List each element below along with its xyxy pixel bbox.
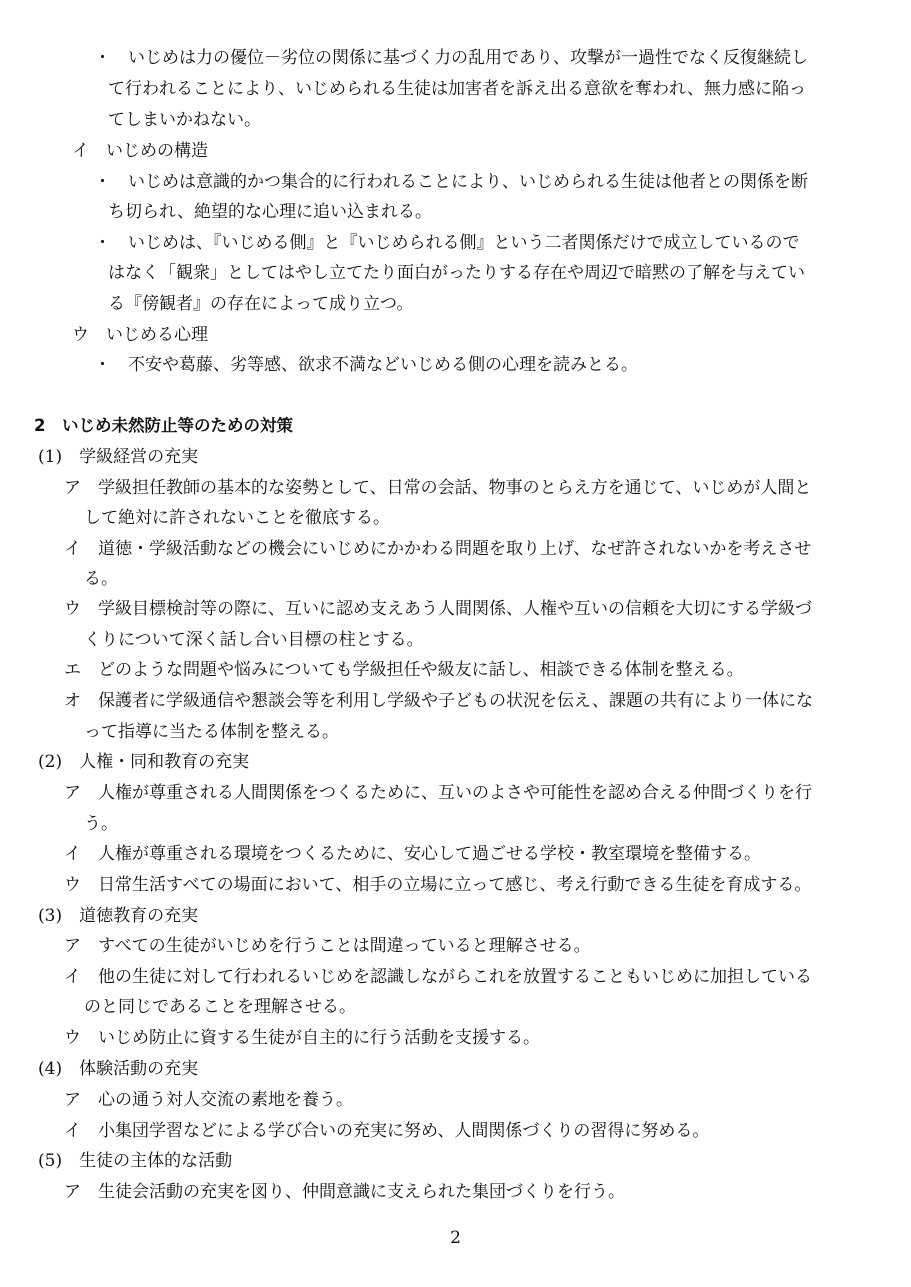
bullet-line: ・ いじめは意識的かつ集合的に行われることにより、いじめられる生徒は他者との関係を断	[94, 172, 808, 192]
item-line: イ 他の生徒に対して行われるいじめを認識しながらこれを放置することもいじめに加担している	[64, 967, 812, 987]
subsection-heading: (4) 体験活動の充実	[38, 1059, 199, 1079]
text-line: る。	[84, 569, 118, 589]
item-line: イ 人権が尊重される環境をつくるために、安心して過ごせる学校・教室環境を整備する。	[64, 844, 761, 864]
text-line: ち切られ、絶望的な心理に追い込まれる。	[108, 202, 433, 222]
text-line: くりについて深く話し合い目標の柱とする。	[84, 630, 424, 650]
item-line: オ 保護者に学級通信や懇談会等を利用し学級や子どもの状況を伝え、課題の共有により一体にな	[64, 691, 814, 711]
subsection-heading: (1) 学級経営の充実	[38, 447, 199, 467]
bullet-line: ・ いじめは、『いじめる側』と『いじめられる側』という二者関係だけで成立しているので	[94, 233, 800, 253]
text-line: のと同じであることを理解させる。	[84, 997, 356, 1017]
text-line: て行われることにより、いじめられる生徒は加害者を訴え出る意欲を奪われ、無力感に陥っ	[108, 79, 807, 99]
text-line: る『傍観者』の存在によって成り立つ。	[108, 294, 414, 314]
item-line: ア 人権が尊重される人間関係をつくるために、互いのよさや可能性を認め合える仲間づくりを行	[64, 783, 812, 803]
item-line: ア すべての生徒がいじめを行うことは間違っていると理解させる。	[64, 936, 591, 956]
item-line: ウ いじめ防止に資する生徒が自主的に行う活動を支援する。	[64, 1028, 540, 1048]
item-line: ア 学級担任教師の基本的な姿勢として、日常の会話、物事のとらえ方を通じて、いじめが人間と	[64, 478, 812, 498]
section-heading: 2 いじめ未然防止等のための対策	[34, 416, 293, 435]
subheading-line: イ いじめの構造	[72, 141, 208, 161]
text-line: う。	[84, 814, 118, 834]
text-line: って指導に当たる体制を整える。	[84, 722, 339, 742]
item-line: エ どのような問題や悩みについても学級担任や級友に話し、相談できる体制を整える。	[64, 660, 744, 680]
item-line: ウ 日常生活すべての場面において、相手の立場に立って感じ、考え行動できる生徒を育成する。	[64, 875, 812, 895]
subheading-line: ウ いじめる心理	[72, 325, 208, 345]
bullet-line: ・ いじめは力の優位－劣位の関係に基づく力の乱用であり、攻撃が一過性でなく反復継続し	[94, 48, 808, 68]
item-line: イ 小集団学習などによる学び合いの充実に努め、人間関係づくりの習得に努める。	[64, 1121, 710, 1141]
text-line: てしまいかねない。	[108, 110, 261, 130]
text-line: はなく「観衆」としてはやし立てたり面白がったりする存在や周辺で暗黙の了解を与えてい	[108, 263, 805, 283]
item-line: ウ 学級目標検討等の際に、互いに認め支えあう人間関係、人権や互いの信頼を大切にする学級づ	[64, 599, 812, 619]
bullet-line: ・ 不安や葛藤、劣等感、欲求不満などいじめる側の心理を読みとる。	[94, 355, 638, 375]
subsection-heading: (3) 道徳教育の充実	[38, 906, 199, 926]
text-line: して絶対に許されないことを徹底する。	[84, 508, 390, 528]
page-number: 2	[450, 1228, 461, 1248]
subsection-heading: (5) 生徒の主体的な活動	[38, 1151, 233, 1171]
item-line: ア 生徒会活動の充実を図り、仲間意識に支えられた集団づくりを行う。	[64, 1182, 625, 1202]
subsection-heading: (2) 人権・同和教育の充実	[38, 752, 250, 772]
item-line: イ 道徳・学級活動などの機会にいじめにかかわる問題を取り上げ、なぜ許されないかを考えさせ	[64, 539, 812, 559]
item-line: ア 心の通う対人交流の素地を養う。	[64, 1090, 353, 1110]
